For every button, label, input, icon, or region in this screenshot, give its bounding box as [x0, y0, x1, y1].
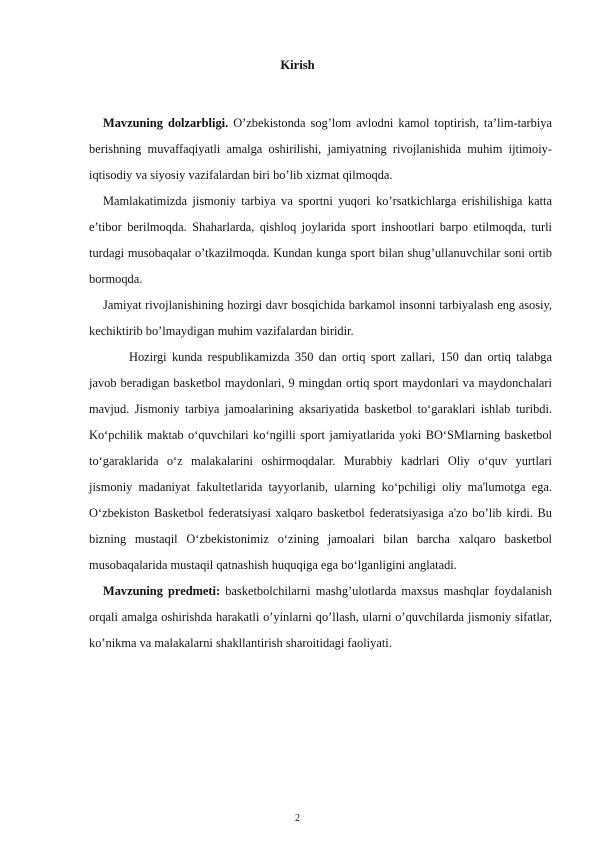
page-title: Kirish: [280, 58, 315, 72]
subject-text: basketbolchilarni mashg’ulotlarda maxsus mashqlar foydalanish orqali amalga oshirishda harakatli o’yinlarni qo’llash, ularni o’quvchilarda jismoniy sifatlar, ko’nikma va malakalarni shakllantirish sharoitidagi faoliyati.: [89, 584, 552, 650]
document-body: [89, 110, 552, 656]
paragraph-subject: [89, 578, 552, 656]
relevance-heading: Mavzuning dolzarbligi.: [103, 116, 229, 130]
paragraph-sport-attention: Mamlakatimizda jismoniy tarbiya va sportni yuqori ko’rsatkichlarga erishilishiga katta e’tibor berilmoqda. Shaharlarda, qishloq joylarida sport inshootlari barpo etilmoqda, turli turdagi musobaqalar o’tkazilmoqda. Kundan kunga sport bilan shug’ullanuvchilar soni ortib bormoqda.: [89, 194, 552, 286]
subject-heading: Mavzuning predmeti:: [103, 584, 221, 598]
paragraph-society-development: Jamiyat rivojlanishining hozirgi davr bosqichida barkamol insonni tarbiyalash eng asosiy, kechiktirib bo’lmaydigan muhim vazifalardan biridir.: [89, 298, 552, 338]
paragraph-relevance: [89, 110, 552, 188]
page-number: 2: [295, 813, 300, 824]
relevance-text: O’zbekistonda sog’lom avlodni kamol toptirish, ta’lim-tarbiya berishning muvaffaqiyatli amalga oshirilishi, jamiyatning rivojlanishida muhim ijtimoiy-iqtisodiy va siyosiy vazifalardan biri bo’lib xizmat qilmoqda.: [89, 116, 552, 182]
paragraph-basketball-facilities: Hozirgi kunda respublikamizda 350 dan ortiq sport zallari, 150 dan ortiq talabga javob beradigan basketbol maydonlari, 9 mingdan ortiq sport maydonlari va maydonchalari mavjud. Jismoniy tarbiya jamoalarining aksariyatida basketbol to‘garaklari ishlab turibdi. Ko‘pchilik maktab o‘quvchilari ko‘ngilli sport jamiyatlarida yoki BO‘SMlarning basketbol to‘garaklarida o‘z malakalarini oshirmoqdalar. Murabbiy kadrlari Oliy o‘quv yurtlari jismoniy madaniyat fakultetlarida tayyorlanib, ularning ko‘pchiligi oliy ma'lumotga ega. O‘zbekiston Basketbol federatsiyasi xalqaro basketbol federatsiyasiga a'zo bo’lib kirdi. Bu bizning mustaqil O‘zbekistonimiz o‘zining jamoalari bilan barcha xalqaro basketbol musobaqalarida mustaqil qatnashish huquqiga ega bo‘lganligini anglatadi.: [89, 350, 552, 572]
